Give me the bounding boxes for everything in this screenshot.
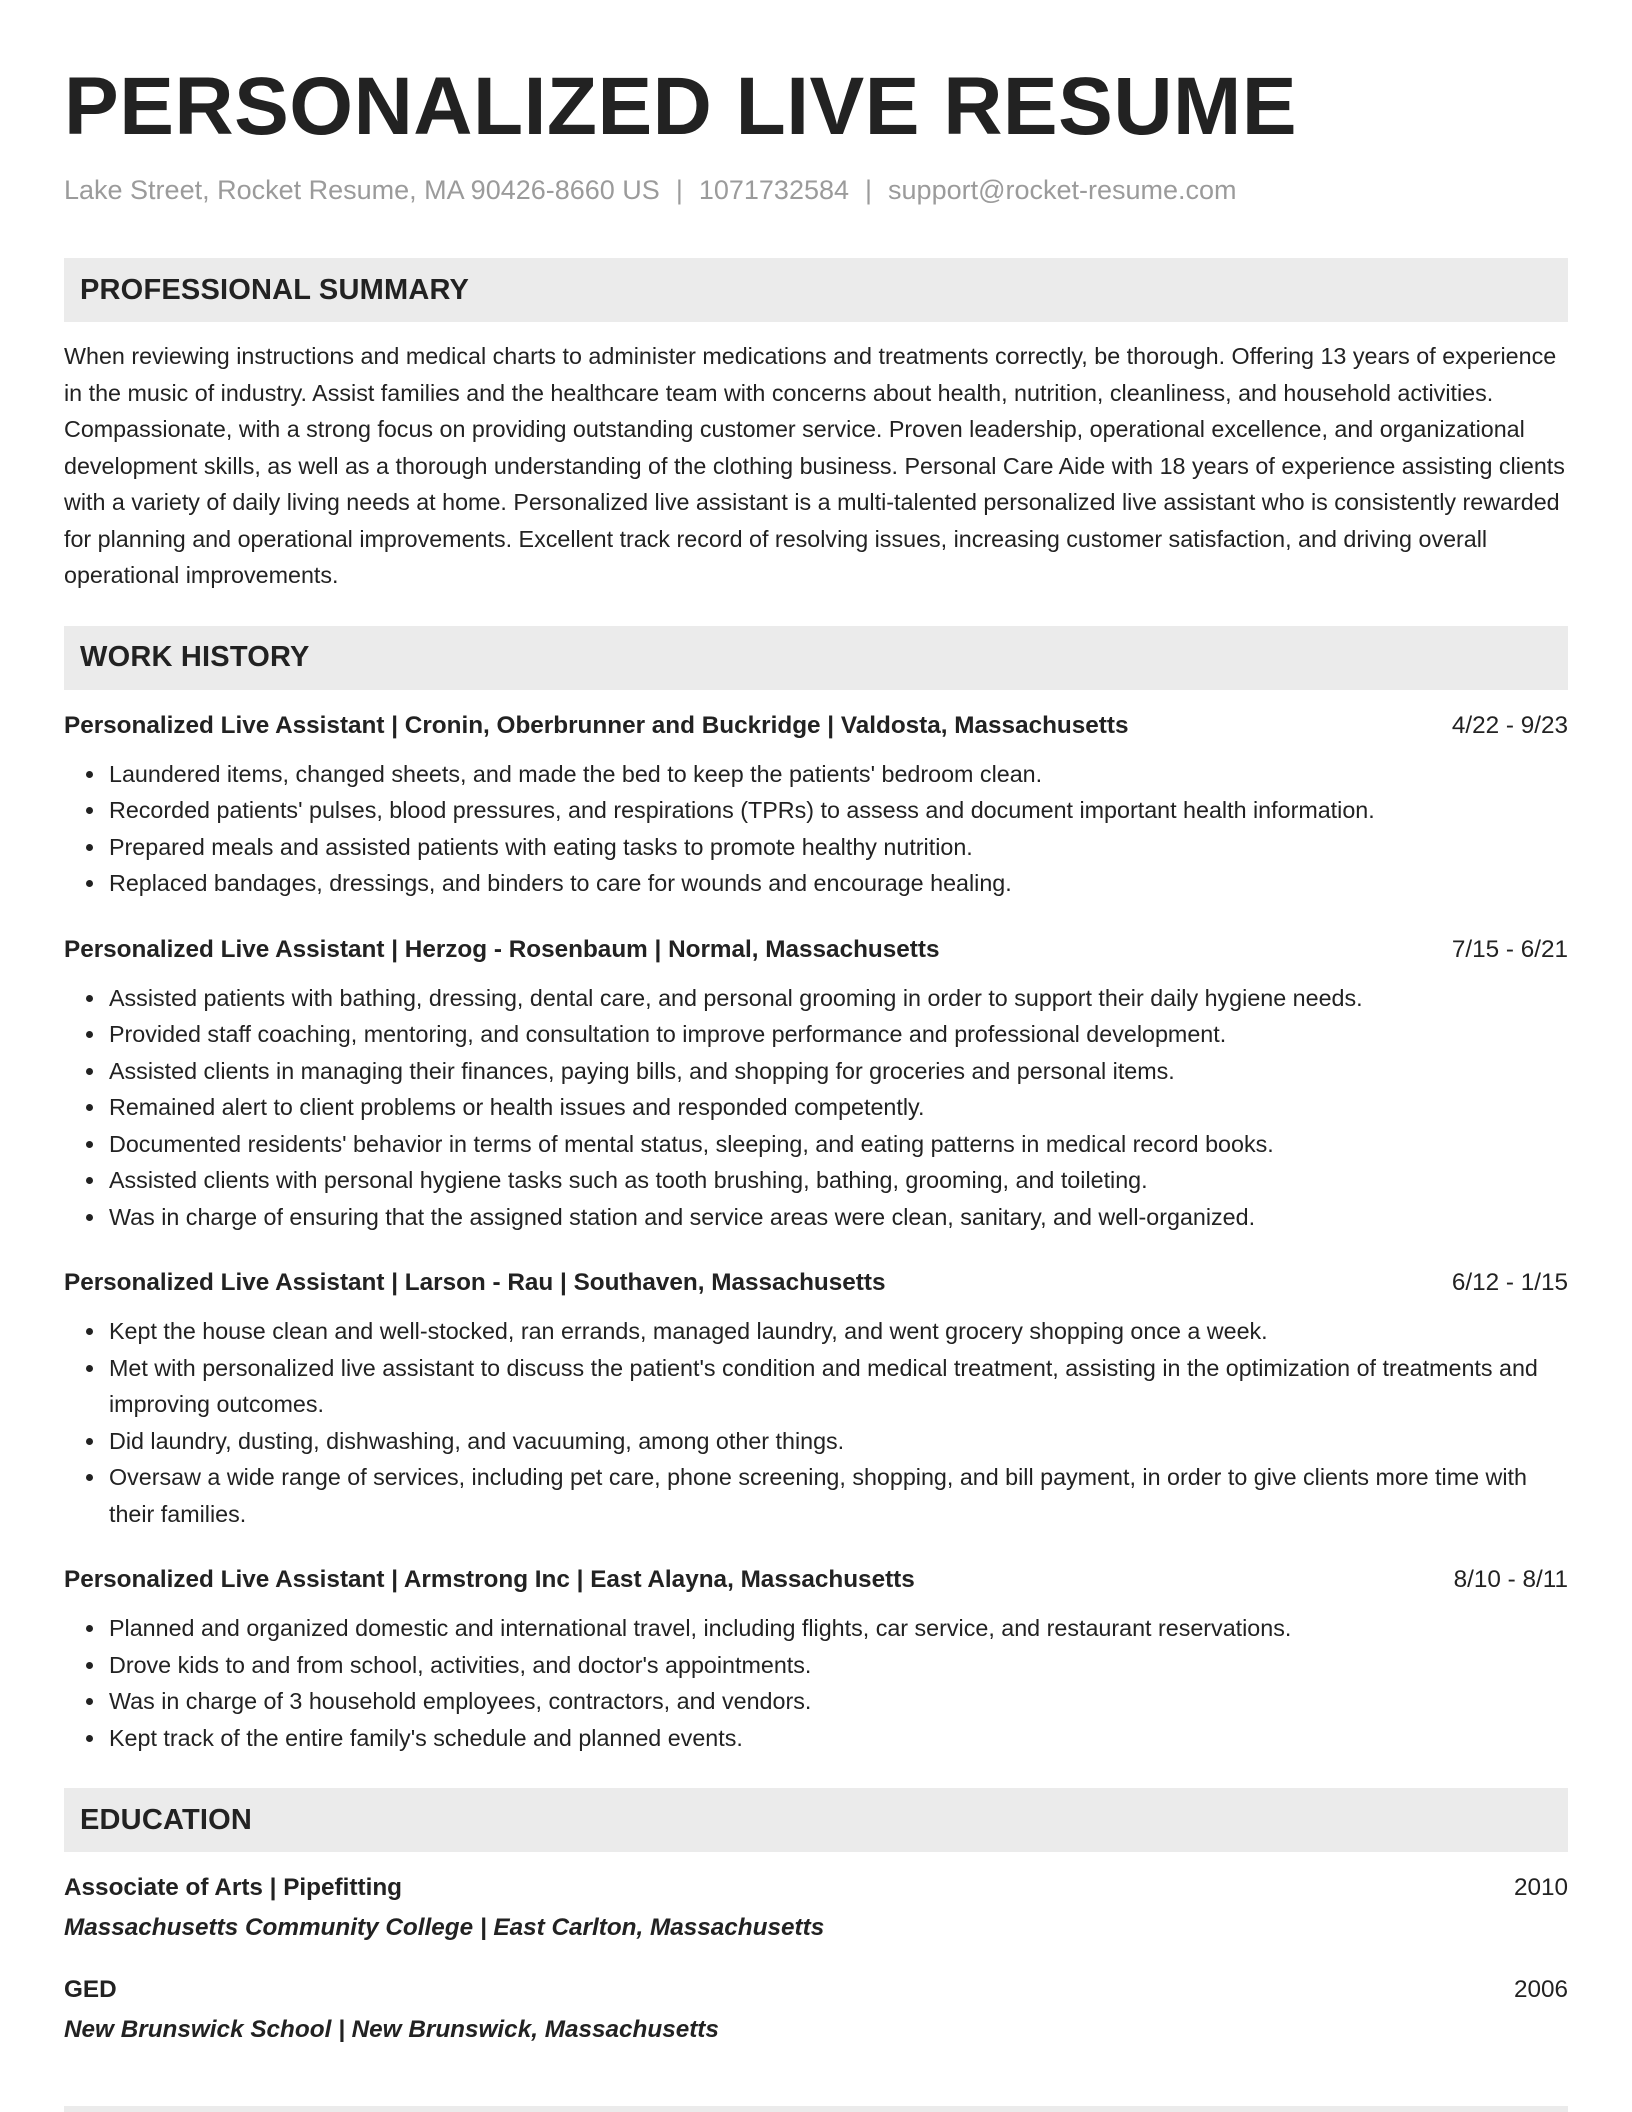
job-bullet: • Planned and organized domestic and international travel, including flights, car service, and restaurant reservations. (107, 1610, 1568, 1647)
job-entry (64, 1267, 1568, 1532)
job-bullet: • Met with personalized live assistant to discuss the patient's condition and medical treatment, assisting in the optimization of treatments and improving outcomes. (107, 1350, 1568, 1423)
contact-separator: | (675, 175, 683, 205)
job-bullet: • Kept the house clean and well-stocked, ran errands, managed laundry, and went grocery shopping once a week. (107, 1313, 1568, 1350)
job-bullet: • Prepared meals and assisted patients with eating tasks to promote healthy nutrition. (107, 829, 1568, 866)
contact-phone: 1071732584 (698, 175, 850, 205)
job-heading-line (64, 934, 1568, 966)
section-header-education: EDUCATION (64, 1788, 1568, 1852)
education-entry (64, 1872, 1568, 1944)
job-heading-line (64, 1267, 1568, 1299)
job-bullet: • Was in charge of 3 household employees, contractors, and vendors. (107, 1683, 1568, 1720)
job-title: Personalized Live Assistant | Larson - Rau | Southaven, Massachusetts (64, 1269, 886, 1297)
job-bullet: • Kept track of the entire family's schedule and planned events. (107, 1720, 1568, 1757)
job-heading-line (64, 710, 1568, 742)
job-bullet: • Drove kids to and from school, activities, and doctor's appointments. (107, 1647, 1568, 1684)
job-bullet: • Assisted clients with personal hygiene tasks such as tooth brushing, bathing, grooming, and toileting. (107, 1162, 1568, 1199)
education-heading-line (64, 1974, 1568, 2006)
next-section-header-edge (64, 2106, 1568, 2112)
job-entry (64, 710, 1568, 902)
job-dates: 8/10 - 8/11 (1453, 1566, 1568, 1594)
job-entry (64, 934, 1568, 1236)
job-title: Personalized Live Assistant | Cronin, Oberbrunner and Buckridge | Valdosta, Massachusetts (64, 711, 1129, 739)
job-bullet: • Laundered items, changed sheets, and made the bed to keep the patients' bedroom clean. (107, 756, 1568, 793)
job-bullets (64, 1610, 1568, 1756)
summary-text: When reviewing instructions and medical charts to administer medications and treatments correctly, be thorough. Offering 13 years of experience in the music of industry. Assist families and the healthcare team with concerns about health, nutrition, cleanliness, and household activities. Compassionate, with a strong focus on providing outstanding customer service. Proven leadership, operational excellence, and organizational development skills, as well as a thorough understanding of the clothing business. Personal Care Aide with 18 years of experience assisting clients with a variety of daily living needs at home. Personalized live assistant is a multi-talented personalized live assistant who is consistently rewarded for planning and operational improvements. Excellent track record of resolving issues, increasing customer satisfaction, and driving overall operational improvements. (64, 343, 1565, 589)
education-year: 2010 (1513, 1874, 1568, 1902)
education-heading-line (64, 1872, 1568, 1904)
education-degree: Associate of Arts | Pipefitting (64, 1874, 402, 1902)
job-dates: 6/12 - 1/15 (1451, 1269, 1568, 1297)
education-year: 2006 (1513, 1976, 1568, 2004)
job-bullets (64, 756, 1568, 902)
job-title: Personalized Live Assistant | Herzog - Rosenbaum | Normal, Massachusetts (64, 935, 940, 963)
contact-address: Lake Street, Rocket Resume, MA 90426-8660 US (64, 175, 660, 205)
resume-name: PERSONALIZED LIVE RESUME (64, 61, 1298, 152)
job-bullet: • Replaced bandages, dressings, and binders to care for wounds and encourage healing. (107, 865, 1568, 902)
job-heading-line (64, 1564, 1568, 1596)
section-header-work-history: WORK HISTORY (64, 626, 1568, 690)
job-bullet: • Was in charge of ensuring that the assigned station and service areas were clean, sanitary, and well-organized. (107, 1199, 1568, 1236)
contact-email: support@rocket-resume.com (888, 175, 1237, 205)
job-bullet: • Provided staff coaching, mentoring, and consultation to improve performance and professional development. (107, 1016, 1568, 1053)
job-bullets (64, 1313, 1568, 1532)
job-bullet: • Oversaw a wide range of services, including pet care, phone screening, shopping, and bill payment, in order to give clients more time with their families. (107, 1459, 1568, 1532)
job-bullet: • Remained alert to client problems or health issues and responded competently. (107, 1089, 1568, 1126)
job-bullet: • Assisted patients with bathing, dressing, dental care, and personal grooming in order to support their daily hygiene needs. (107, 980, 1568, 1017)
education-school: New Brunswick School | New Brunswick, Massachusetts (64, 2016, 719, 2044)
education-degree: GED (64, 1976, 117, 2004)
education-entry (64, 1974, 1568, 2046)
job-bullet: • Documented residents' behavior in terms of mental status, sleeping, and eating patterns in medical record books. (107, 1126, 1568, 1163)
job-bullet: • Recorded patients' pulses, blood pressures, and respirations (TPRs) to assess and document important health information. (107, 792, 1568, 829)
education-school: Massachusetts Community College | East Carlton, Massachusetts (64, 1914, 825, 1942)
job-title: Personalized Live Assistant | Armstrong Inc | East Alayna, Massachusetts (64, 1566, 915, 1594)
job-bullet: • Assisted clients in managing their finances, paying bills, and shopping for groceries and personal items. (107, 1053, 1568, 1090)
job-dates: 4/22 - 9/23 (1451, 711, 1568, 739)
job-bullet: • Did laundry, dusting, dishwashing, and vacuuming, among other things. (107, 1423, 1568, 1460)
section-header-professional-summary: PROFESSIONAL SUMMARY (64, 258, 1568, 322)
contact-line (64, 174, 1568, 206)
contact-separator: | (865, 175, 873, 205)
job-bullets (64, 980, 1568, 1236)
job-dates: 7/15 - 6/21 (1451, 935, 1568, 963)
job-entry (64, 1564, 1568, 1756)
